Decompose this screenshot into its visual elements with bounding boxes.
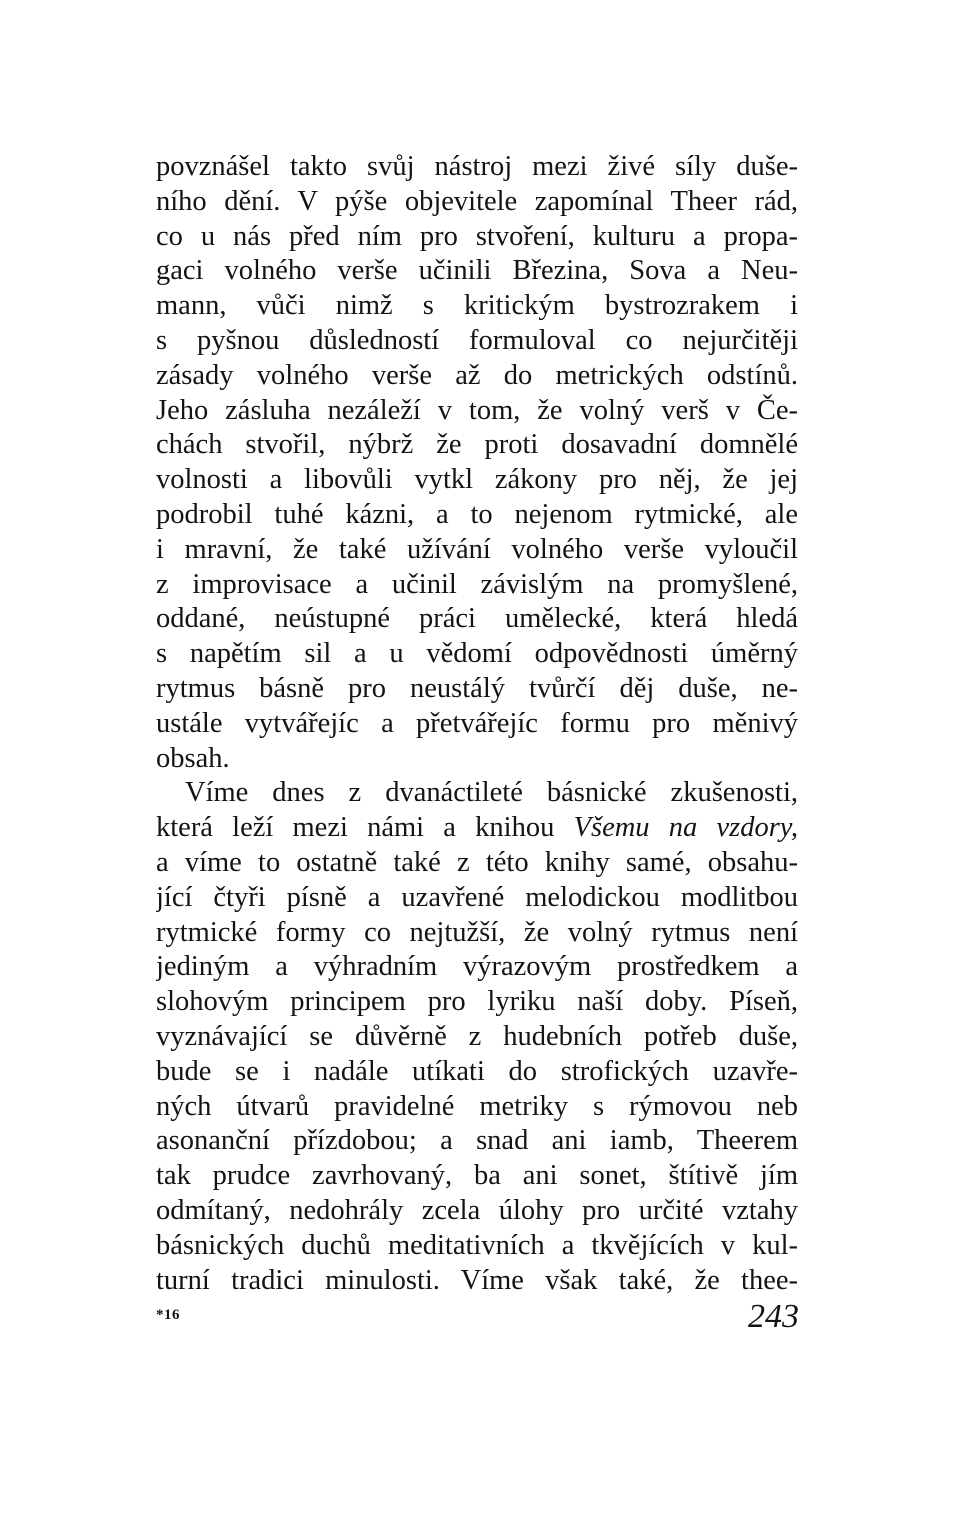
paragraph-2 <box>156 776 798 1298</box>
text-line: povznášel takto svůj nástroj mezi živé síly duše- <box>156 151 798 182</box>
text-line: gaci volného verše učinili Březina, Sova a Neu- <box>156 255 798 287</box>
text-line: i mravní, že také užívání volného verše vyloučil <box>156 533 798 565</box>
text-line: ustále vytvářejíc a přetvářejíc formu pro měnivý <box>156 707 798 739</box>
text-line: mann, vůči nimž s kritickým bystrozrakem i <box>156 290 798 322</box>
text-line: bude se i nadále utíkati do strofických uzavře- <box>156 1055 798 1087</box>
body-text <box>156 150 798 1298</box>
text-span: která leží mezi námi a knihou <box>156 812 574 844</box>
text-line: volnosti a libovůli vytkl zákony pro něj, že jej <box>156 464 798 496</box>
text-line <box>156 811 798 846</box>
text-line: asonanční přízdobou; a snad ani iamb, Theerem <box>156 1125 798 1157</box>
text-line: rytmus básně pro neustálý tvůrčí děj duše, ne- <box>156 672 798 704</box>
text-line: slohovým principem pro lyriku naší doby. Píseň, <box>156 986 798 1018</box>
text-line: s pyšnou důsledností formuloval co nejurčitěji <box>156 324 798 356</box>
text-line: jící čtyři písně a uzavřené melodickou modlitbou <box>156 881 798 913</box>
text-line: ního dění. V pýše objevitele zapomínal Theer rád, <box>156 185 798 217</box>
text-line: oddané, neústupné práci umělecké, která hledá <box>156 603 798 635</box>
text-line: zásady volného verše až do metrických odstínů. <box>156 359 798 391</box>
printer-signature-mark: *16 <box>156 1307 180 1323</box>
text-line: Víme dnes z dvanáctileté básnické zkušenosti, <box>185 777 798 809</box>
text-line: rytmické formy co nejtužší, že volný rytmus není <box>156 916 798 948</box>
text-line: podrobil tuhé kázni, a to nejenom rytmické, ale <box>156 498 798 530</box>
text-line: s napětím sil a u vědomí odpovědnosti úměrný <box>156 638 798 670</box>
text-line: tak prudce zavrhovaný, ba ani sonet, štítivě jím <box>156 1160 798 1192</box>
text-line: Jeho zásluha nezáleží v tom, že volný verš v Če- <box>156 394 798 426</box>
text-line: básnických duchů meditativních a tkvějících v kul- <box>156 1229 798 1261</box>
text-line: turní tradici minulosti. Víme však také, že thee- <box>156 1264 798 1296</box>
text-line: a víme to ostatně také z této knihy samé, obsahu- <box>156 846 798 878</box>
text-line: vyznávající se důvěrně z hudebních potřeb duše, <box>156 1020 798 1052</box>
text-line: z improvisace a učinil závislým na promyšlené, <box>156 568 798 600</box>
paragraph-1 <box>156 150 798 776</box>
page-number: 243 <box>748 1298 799 1335</box>
text-line: odmítaný, nedohrály zcela úlohy pro určité vztahy <box>156 1194 798 1226</box>
text-line: obsah. <box>156 742 230 774</box>
text-line: chách stvořil, nýbrž že proti dosavadní domnělé <box>156 429 798 461</box>
book-title: Všemu na vzdory, <box>573 812 798 844</box>
text-line: ných útvarů pravidelné metriky s rýmovou neb <box>156 1090 798 1122</box>
text-line: jediným a výhradním výrazovým prostředkem a <box>156 951 798 983</box>
text-line: co u nás před ním pro stvoření, kulturu a propa- <box>156 220 798 252</box>
